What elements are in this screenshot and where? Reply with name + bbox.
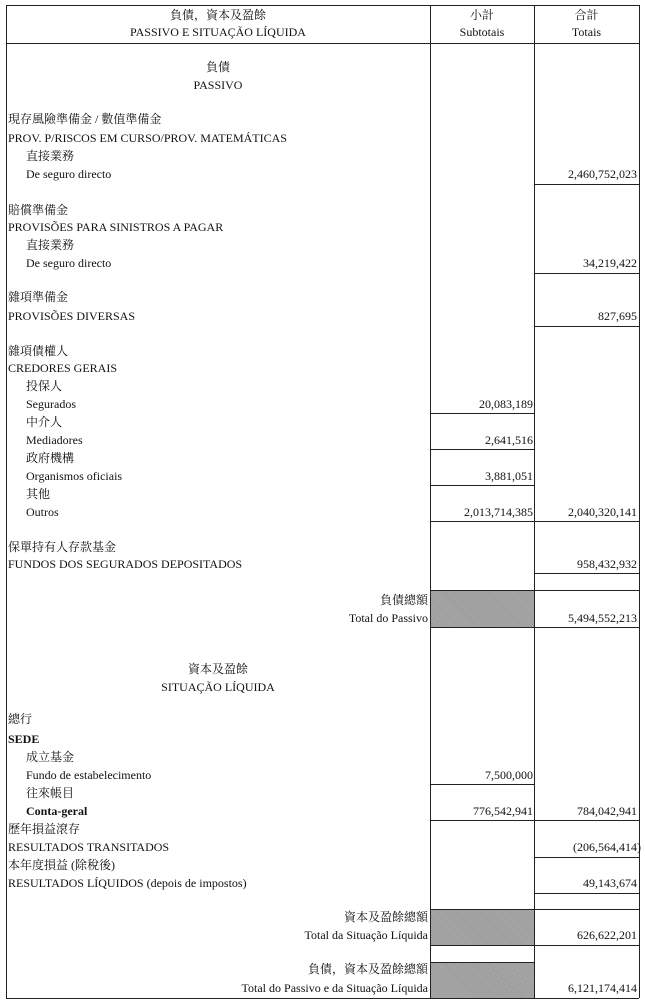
row-label-zh: 雜項準備金 [8,290,69,304]
subtotal-value: 2,013,714,385 [464,505,533,519]
header-desc-zh: 負債，資本及盈餘 [169,8,266,22]
row-label-pt: Conta-geral [26,804,88,818]
row-label-zh: 成立基金 [26,750,75,764]
total-value: 784,042,941 [577,804,637,818]
total-value: 827,695 [598,309,637,323]
shaded-cell [431,963,534,998]
underline [534,945,639,946]
underline [534,820,639,821]
underline [430,485,534,486]
total-passivo-value: 5,494,552,213 [568,611,637,625]
row-label-pt: Organismos oficiais [26,469,123,483]
section-title-pt: SITUAÇÃO LÍQUIDA [161,680,275,694]
header-subtotals-zh: 小計 [469,8,494,22]
row-label-pt: FUNDOS DOS SEGURADOS DEPOSITADOS [8,557,243,571]
total-value: 2,040,320,141 [568,505,637,519]
row-label-pt-note: (depois de impostos) [146,876,247,890]
total-value: 958,432,932 [577,557,637,571]
row-label-zh: 現存風險準備金 / 數值準備金 [8,112,162,126]
row-label-zh: 政府機構 [26,451,75,465]
row-label-zh: 雜項債權人 [8,344,69,358]
section-title-zh: 資本及盈餘 [187,662,248,676]
underline [430,945,534,946]
underline [430,521,534,522]
underline [534,627,639,628]
grand-total-value: 6,121,174,414 [568,981,637,995]
row-label-pt [8,876,247,891]
row-label-zh: 總行 [8,712,33,726]
total-label-pt: Total do Passivo [348,611,428,625]
subtotal-value: 7,500,000 [485,768,533,782]
row-label-pt: RESULTADOS TRANSITADOS [8,840,170,854]
row-label-zh: 中介人 [26,415,63,429]
subtotal-value: 2,641,516 [485,433,533,447]
underline [534,326,639,327]
underline [534,184,639,185]
underline [534,521,639,522]
row-label-pt: Mediadores [26,433,83,447]
subtotal-value: 20,083,189 [479,397,533,411]
underline [534,590,639,591]
grand-total-label-pt: Total do Passivo e da Situação Líquida [241,981,428,995]
row-label-zh: 直接業務 [26,149,75,163]
total-value: 34,219,422 [583,256,637,270]
subtotal-value: 3,881,051 [485,469,533,483]
table-bottom-border [6,998,639,999]
subtotal-value: 776,542,941 [473,804,533,818]
row-label-pt: Segurados [26,397,76,411]
row-label-pt: PROV. P/RISCOS EM CURSO/PROV. MATEMÁTICAS [8,131,287,145]
total-situacao-value: 626,622,201 [577,928,637,942]
row-label-zh: 其他 [26,487,51,501]
row-label-pt: De seguro directo [26,256,112,270]
underline [430,413,534,414]
table-top-border [6,5,639,6]
section-title-pt: PASSIVO [193,78,243,92]
header-subtotals-pt: Subtotais [459,25,505,39]
underline [430,784,534,785]
total-label-pt: Total da Situação Líquida [304,928,428,942]
section-title-zh: 負債 [205,60,230,74]
total-label-zh: 負債總額 [379,593,428,607]
header-bottom-border [6,43,639,44]
shaded-cell [431,910,534,945]
header-totals-pt: Totais [571,25,602,39]
underline [430,627,534,628]
row-label-pt: Fundo de estabelecimento [26,768,152,782]
row-label-pt: PROVISÕES PARA SINISTROS A PAGAR [8,220,224,234]
column-border [534,5,535,998]
row-label-zh: 歷年損益滾存 [8,822,81,836]
row-label-zh: 保單持有人存款基金 [8,540,117,554]
underline [430,820,534,821]
row-label-zh: 投保人 [26,379,63,393]
total-value: 49,143,674 [583,876,637,890]
row-label-pt: Outros [26,505,59,519]
shaded-cell [431,591,534,627]
underline [430,449,534,450]
underline [534,893,639,894]
column-border [430,5,431,998]
row-label-zh: 本年度損益 (除稅後) [8,858,115,872]
underline [534,273,639,274]
row-label-pt: SEDE [8,732,40,746]
row-label-pt: De seguro directo [26,167,112,181]
total-value: 2,460,752,023 [568,167,637,181]
total-label-zh: 資本及盈餘總額 [343,910,428,924]
row-label-pt-main: RESULTADOS LÍQUIDOS [8,876,144,890]
underline [534,573,639,574]
underline [534,857,639,858]
row-label-pt: CREDORES GERAIS [8,361,118,375]
row-label-zh: 直接業務 [26,238,75,252]
underline [534,909,639,910]
column-border [6,5,7,998]
header-totals-zh: 合計 [574,8,599,22]
row-label-zh: 往來帳目 [26,786,75,800]
row-label-zh: 賠償準備金 [8,203,69,217]
total-value: (206,564,414) [573,840,641,854]
row-label-pt: PROVISÕES DIVERSAS [8,309,136,323]
grand-total-label-zh: 負債，資本及盈餘總額 [307,962,428,976]
header-desc-pt: PASSIVO E SITUAÇÃO LÍQUIDA [130,25,306,39]
